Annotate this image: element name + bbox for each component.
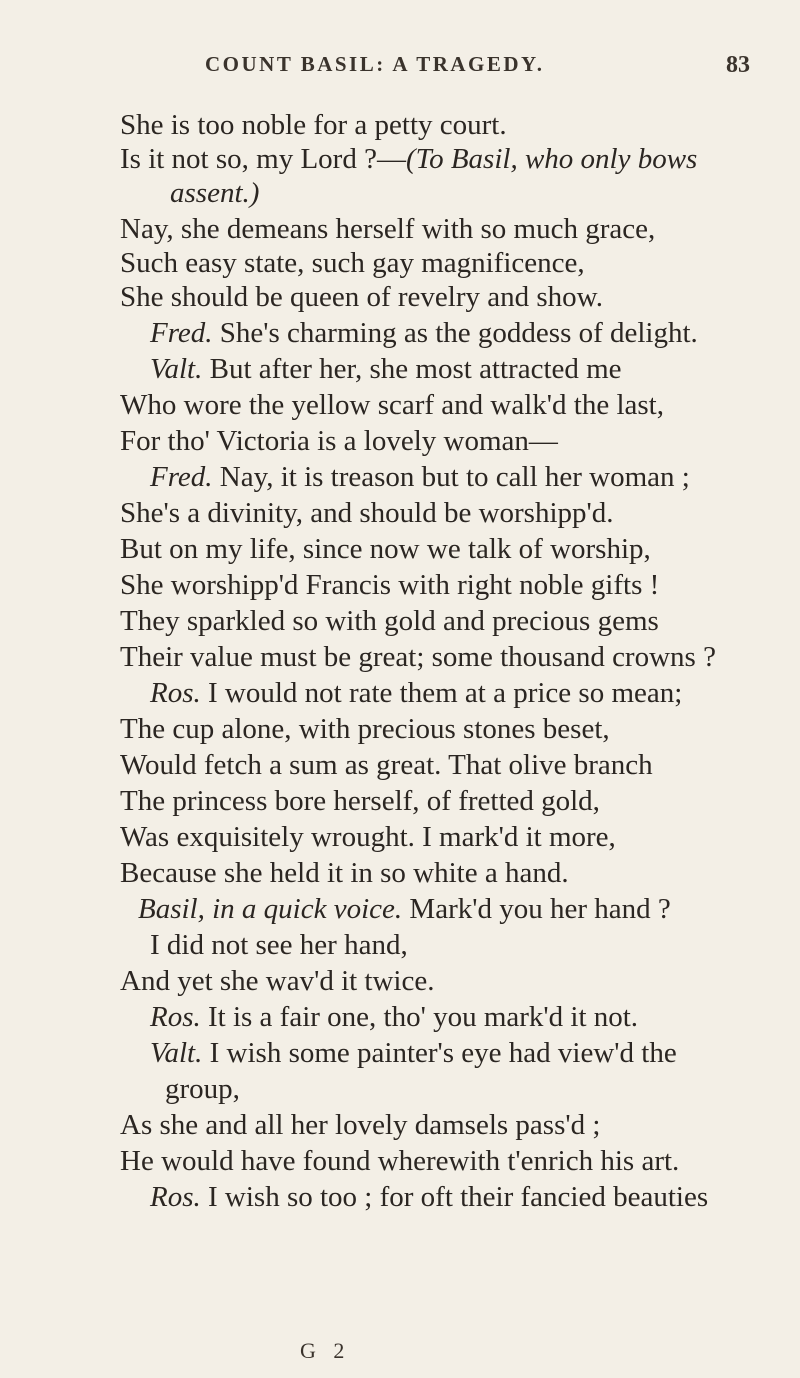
verse-line: Because she held it in so white a hand. [120,857,569,889]
verse-line: Would fetch a sum as great. That olive branch [120,749,653,781]
speaker-name: Ros. [150,1181,201,1213]
page-header [0,52,800,82]
verse-line [170,176,259,212]
verse-line: Basil, in a quick voice. Mark'd you her hand ? [138,893,671,925]
verse-line: group, [165,1073,240,1105]
verse-line: Ros. It is a fair one, tho' you mark'd it not. [150,1001,639,1033]
page-number: 83 [726,52,750,78]
verse-line: Ros. I wish so too ; for oft their fancied beauties [150,1181,709,1213]
stage-direction: (To Basil, who only bows [405,143,698,175]
verse-line: Fred. Nay, it is treason but to call her woman ; [150,461,690,493]
verse-line: And yet she wav'd it twice. [120,965,435,997]
running-head: COUNT BASIL: A TRAGEDY. [205,52,545,76]
speaker-name: Valt. [150,1037,203,1069]
verse-line: Their value must be great; some thousand crowns ? [120,641,716,673]
verse-line: She should be queen of revelry and show. [120,281,603,313]
verse-line: But on my life, since now we talk of worship, [120,533,651,565]
verse-line: Nay, she demeans herself with so much grace, [120,213,656,245]
stage-direction: assent.) [170,177,260,209]
verse-line: Ros. I would not rate them at a price so mean; [150,677,683,709]
verse-line: They sparkled so with gold and precious gems [120,605,659,637]
verse-line: Such easy state, such gay magnificence, [120,247,585,279]
verse-line: She worshipp'd Francis with right noble gifts ! [120,569,660,601]
verse-line: Is it not so, my Lord ?—(To Basil, who only bows [120,143,698,175]
speaker-name: Ros. [150,677,201,709]
verse-line: I did not see her hand, [150,929,408,961]
verse-line: She is too noble for a petty court. [120,109,507,141]
verse-line: The princess bore herself, of fretted gold, [120,785,600,817]
verse-line: Valt. But after her, she most attracted me [150,353,622,385]
signature-mark: G 2 [300,1338,351,1363]
speaker-name: Basil, in a quick voice. [138,893,403,925]
verse-line: The cup alone, with precious stones beset, [120,713,610,745]
speaker-name: Ros. [150,1001,201,1033]
verse-line: Valt. I wish some painter's eye had view'd the [150,1037,677,1069]
speaker-name: Valt. [150,353,203,385]
verse-line: She's a divinity, and should be worshipp'd. [120,497,614,529]
speaker-name: Fred. [150,461,213,493]
verse-line: He would have found wherewith t'enrich his art. [120,1145,680,1177]
verse-line: Was exquisitely wrought. I mark'd it more, [120,821,616,853]
speaker-name: Fred. [150,317,213,349]
verse-line: As she and all her lovely damsels pass'd ; [120,1109,601,1141]
verse-line: Who wore the yellow scarf and walk'd the last, [120,389,664,421]
verse-line: For tho' Victoria is a lovely woman— [120,425,558,457]
verse-line: Fred. She's charming as the goddess of delight. [150,317,698,349]
